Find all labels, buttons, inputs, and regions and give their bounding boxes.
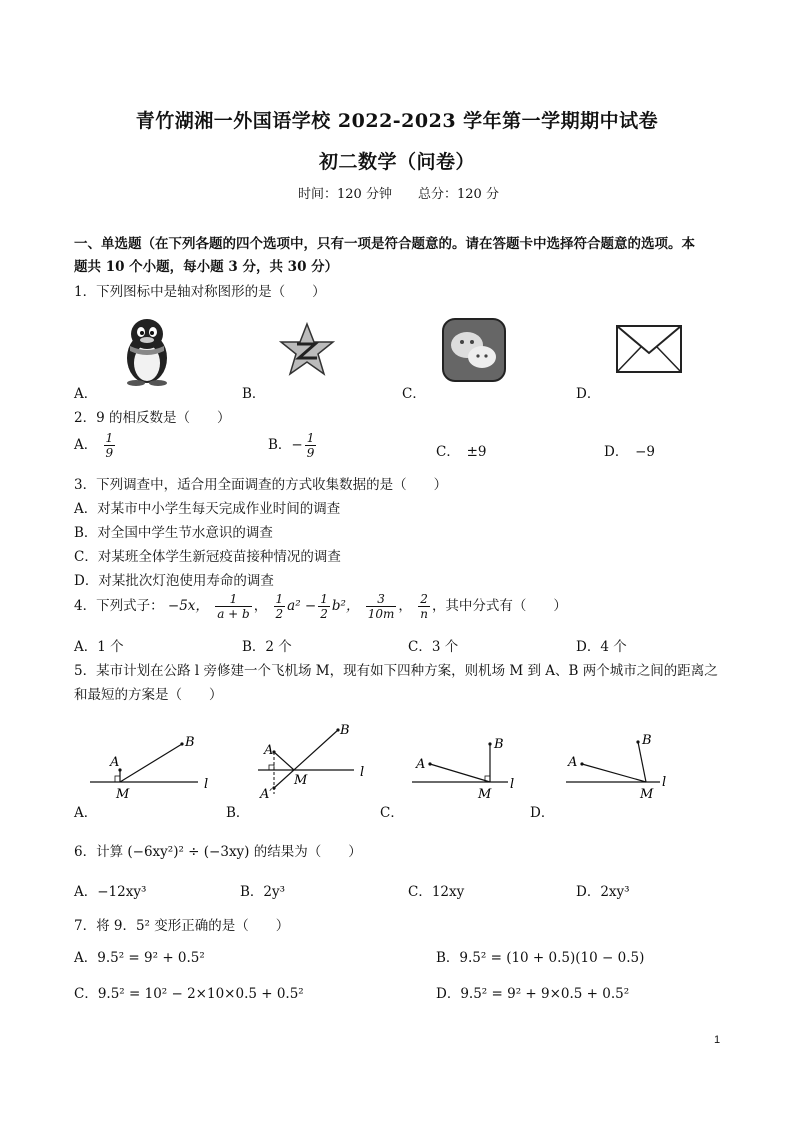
q2-a-den: 9 [105,446,114,460]
q7-option-c: C．9.5² = 10² − 2×10×0.5 + 0.5² [74,986,304,1002]
envelope-icon [616,325,682,373]
q1-stem: 1．下列图标中是轴对称图形的是（ ） [74,284,326,300]
section-heading-line1: 一、单选题（在下列各题的四个选项中，只有一项是符合题意的。请在答题卡中选择符合题意的选项。本 [74,236,695,252]
q1-option-a: A． [74,386,98,402]
q4-frac2-mid: a² − [287,598,317,614]
q4-frac2-end: b²， [331,598,360,614]
q2-b-den: 9 [306,446,315,460]
q2-option-a [74,431,117,460]
q4-option-c: C．3 个 [408,639,459,655]
score-label: 总分：120 分 [418,187,499,202]
q5b-label-b: B [340,723,350,738]
q6-stem: 6．计算 (−6xy²)² ÷ (−3xy) 的结果为（ ） [74,844,362,860]
q6-option-d: D．2xy³ [576,884,630,900]
q4-frac3 [366,592,397,621]
star-icon [279,322,335,376]
q2-a-num: 1 [105,431,114,445]
q7-stem: 7．将 9．5² 变形正确的是（ ） [74,918,290,934]
q5-diagram-c [412,732,542,802]
q5a-label-b: B [185,735,195,750]
q4-option-b: B．2 个 [242,639,292,655]
q4-frac4-num: 2 [418,592,430,607]
q5a-label-a: A [110,755,120,770]
q2-option-b [268,431,318,460]
q4-frac3-num: 3 [366,592,397,607]
q5c-label-m: M [478,787,492,802]
q5-option-a: A． [74,805,98,821]
q5a-label-m: M [116,787,130,802]
q5-stem-line2: 和最短的方案是（ ） [74,687,223,703]
exam-title: 青竹湖湘一外国语学校 2022-2023 学年第一学期期中试卷 [135,110,659,132]
q2-a-fraction [104,431,116,460]
q4-frac3-den: 10m [367,607,395,621]
q4-frac1-num: 1 [215,592,252,607]
q3-option-a: A．对某市中小学生每天完成作业时间的调查 [74,501,341,517]
page-number: 1 [714,1034,721,1046]
q5c-label-l: l [510,777,515,792]
q5c-label-a: A [416,757,426,772]
q4-expr1: −5x， [167,598,209,614]
q5-diagram-a [90,730,220,800]
q5-stem-line1: 5．某市计划在公路 l 旁修建一个飞机场 M，现有如下四种方案，则机场 M 到 A、B 两个城市之间的距离之 [74,663,718,679]
q3-stem: 3．下列调查中，适合用全面调查的方式收集数据的是（ ） [74,477,448,493]
q5-diagram-b [258,722,388,802]
q4-frac1 [215,592,252,621]
q4-frac2a-num: 1 [275,592,284,606]
q2-b-sign: − [291,437,303,453]
q4-option-a: A．1 个 [74,639,124,655]
chat-bubbles-icon [442,318,506,382]
q6-option-b: B．2y³ [240,884,286,900]
q4-option-d: D．4 个 [576,639,627,655]
q4-frac1-den: a + b [217,607,250,621]
q4-stem: 4．下列式子： −5x， $\frac{1}{a + b}$ ， $\frac{1}{2}$ a² − $\frac{1}{2}$ b²， $\frac{3}{10m}$ ， $\frac{2}{n}$ ，其中分式有（ ） [74,592,567,621]
q4-prefix: 4．下列式子： [74,598,164,614]
q5d-label-a: A [568,755,578,770]
q5d-label-b: B [642,733,652,748]
q4-frac2a-den: 2 [275,607,284,621]
q5-option-b: B． [226,805,250,821]
section-heading-line2: 题共 10 个小题，每小题 3 分，共 30 分） [74,259,339,275]
q2-b-label: B． [268,437,292,453]
time-label: 时间：120 分钟 [298,187,392,202]
q1-option-d: D． [576,386,601,402]
q4-frac2b [318,592,330,621]
q5b-label-a-prime: A′ [260,787,273,802]
q7-option-d: D．9.5² = 9² + 9×0.5 + 0.5² [436,986,630,1002]
q7-option-a: A．9.5² = 9² + 0.5² [74,950,205,966]
q2-b-num: 1 [306,431,315,445]
q5c-label-b: B [494,737,504,752]
q4-frac4-den: n [420,607,428,621]
q6-option-a: A．−12xy³ [74,884,147,900]
q2-a-label: A． [74,437,98,453]
q4-frac2a [274,592,286,621]
q4-frac4 [418,592,430,621]
q4-frac2b-num: 1 [320,592,328,606]
q5a-label-l: l [204,777,209,792]
q5b-label-a: A [264,743,274,758]
exam-subtitle: 初二数学（问卷） [318,151,475,173]
q5b-label-m: M [294,773,308,788]
q5d-label-m: M [640,787,654,802]
penguin-icon [118,318,176,386]
q4-frac2b-den: 2 [320,607,328,621]
q4-suffix: ，其中分式有（ ） [431,598,567,614]
q6-option-c: C．12xy [408,884,465,900]
q5b-label-l: l [360,765,365,780]
q2-option-d: D． −9 [604,444,655,460]
q5-option-c: C． [380,805,404,821]
q1-option-b: B． [242,386,266,402]
q5-option-d: D． [530,805,555,821]
q5d-label-l: l [662,775,667,790]
q7-option-b: B．9.5² = (10 + 0.5)(10 − 0.5) [436,950,645,966]
q1-option-c: C． [402,386,426,402]
q3-option-d: D．对某批次灯泡使用寿命的调查 [74,573,274,589]
q2-b-fraction [305,431,317,460]
q2-stem: 2．9 的相反数是（ ） [74,410,231,426]
q3-option-b: B．对全国中学生节水意识的调查 [74,525,273,541]
q2-option-c: C． ±9 [436,444,487,460]
q3-option-c: C．对某班全体学生新冠疫苗接种情况的调查 [74,549,341,565]
q5-diagram-d [566,730,696,802]
